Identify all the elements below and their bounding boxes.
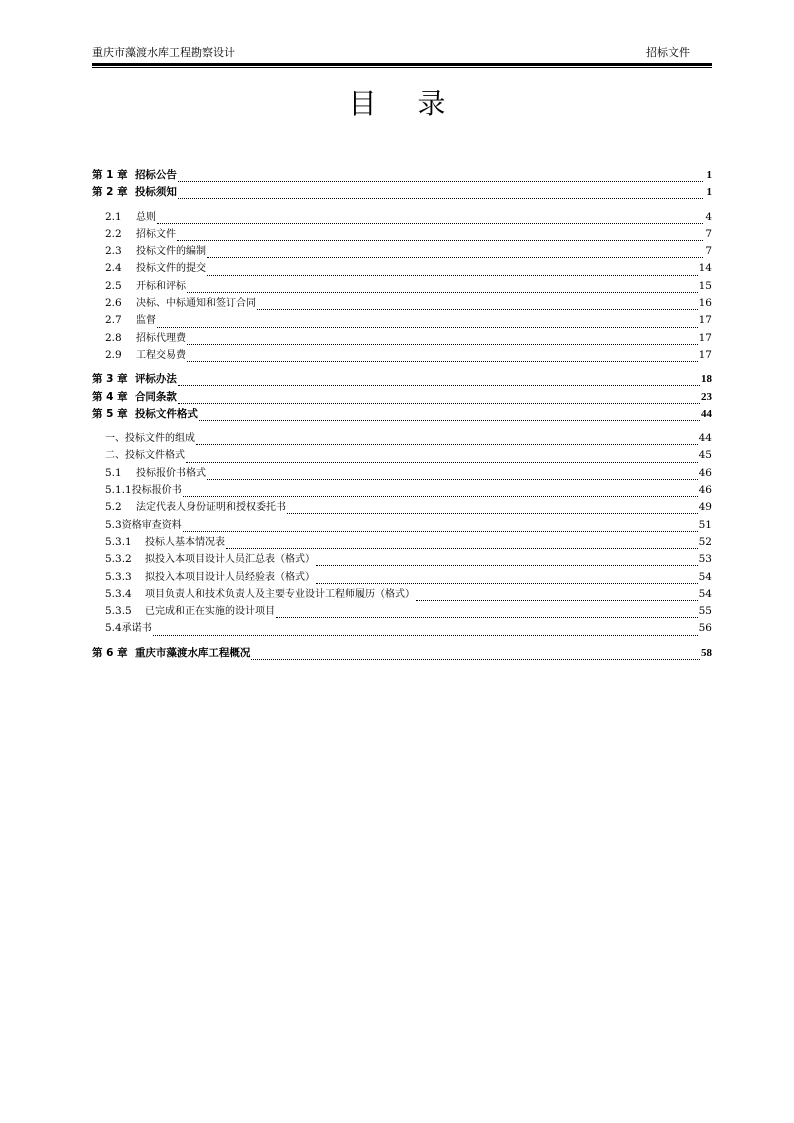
toc-entry[interactable] [92, 371, 712, 388]
toc-entry-number: 2.7 [105, 314, 122, 327]
toc-entry-label: 投标须知 [134, 186, 177, 199]
toc-entry-page: 53 [698, 553, 712, 566]
toc-entry[interactable] [92, 517, 712, 534]
toc-entry-number: 第 4 章 [92, 390, 135, 403]
toc-entry-number: 5.3.4 [105, 587, 132, 600]
toc-entry-number: 5.3 [105, 518, 122, 531]
toc-entry-number: 第 5 章 [92, 407, 135, 420]
toc-entry-label: 二、投标文件格式 [105, 450, 185, 462]
toc-entry-number: 第 1 章 [92, 169, 135, 181]
toc-dot-leader [178, 375, 700, 386]
toc-entry-page: 16 [698, 297, 712, 310]
toc-entry-number: 2.5 [105, 279, 122, 292]
toc-entry[interactable] [92, 620, 712, 637]
toc-entry[interactable] [92, 534, 712, 551]
toc-dot-leader [316, 573, 698, 584]
toc-entry-label: 资格审查资料 [121, 519, 182, 531]
page-title: 目 录 [348, 87, 462, 120]
toc-entry-number: 2.4 [105, 262, 122, 275]
toc-dot-leader [178, 188, 703, 199]
toc-dot-leader [187, 334, 698, 345]
toc-entry[interactable] [92, 569, 712, 586]
toc-entry[interactable] [92, 243, 712, 260]
toc-entry-number: 第 3 章 [92, 373, 135, 386]
toc-dot-leader [287, 503, 698, 514]
toc-entry-page: 58 [701, 646, 712, 659]
toc-dot-leader [157, 213, 703, 224]
page-header [92, 45, 712, 61]
toc-entry-number: 5.2 [105, 501, 122, 514]
toc-entry-label: 项目负责人和技术负责人及主要专业设计工程师履历（格式） [145, 588, 415, 600]
toc-entry-number: 5.3.3 [105, 570, 132, 583]
toc-entry[interactable] [92, 260, 712, 277]
toc-entry-page: 1 [706, 169, 712, 181]
toc-entry-page: 18 [701, 373, 712, 386]
toc-dot-leader [183, 486, 698, 497]
header-rule-thin [92, 67, 712, 68]
toc-entry-label: 拟投入本项目设计人员汇总表（格式） [145, 554, 315, 566]
toc-entry[interactable] [92, 586, 712, 603]
toc-entry[interactable] [92, 347, 712, 364]
toc-entry[interactable] [92, 499, 712, 516]
toc-dot-leader [276, 607, 698, 618]
toc-entry-number: 5.1 [105, 466, 122, 479]
toc-entry-number: 2.2 [105, 227, 122, 240]
toc-dot-leader [187, 282, 698, 293]
toc-entry-page: 17 [698, 331, 712, 344]
toc-entry-number: 2.6 [105, 297, 122, 310]
toc-entry-page: 17 [698, 314, 712, 327]
toc-entry-label: 投标文件格式 [134, 407, 198, 420]
toc-entry[interactable] [92, 447, 712, 464]
toc-dot-leader [416, 590, 698, 601]
toc-entry-page: 54 [698, 587, 712, 600]
toc-entry-number: 5.1.1 [105, 484, 132, 497]
toc-dot-leader [157, 317, 698, 328]
toc-dot-leader [186, 452, 698, 463]
table-of-contents [92, 167, 712, 662]
header-doc-type: 招标文件 [646, 46, 690, 59]
toc-entry-page: 52 [698, 535, 712, 548]
toc-entry-page: 14 [698, 262, 712, 275]
toc-dot-leader [178, 393, 700, 404]
toc-entry-page: 17 [698, 348, 712, 361]
toc-entry-label: 工程交易费 [136, 349, 186, 361]
toc-entry-page: 56 [698, 622, 712, 635]
toc-entry-label: 合同条款 [134, 390, 177, 403]
toc-entry-label: 投标报价书 [131, 485, 182, 497]
toc-entry-label: 招标文件 [136, 228, 176, 240]
toc-entry[interactable] [92, 209, 712, 226]
toc-entry-page: 1 [706, 186, 712, 199]
toc-entry-label: 开标和评标 [136, 280, 186, 292]
toc-entry[interactable] [92, 430, 712, 447]
toc-entry-label: 投标文件的编制 [136, 246, 206, 258]
toc-entry-label: 评标办法 [134, 373, 177, 386]
toc-entry-page: 7 [705, 245, 712, 258]
toc-entry[interactable] [92, 278, 712, 295]
toc-entry-page: 55 [698, 605, 712, 618]
toc-dot-leader [183, 521, 698, 532]
toc-dot-leader [251, 649, 700, 660]
header-project-name: 重庆市藻渡水库工程勘察设计 [92, 46, 235, 59]
header-rule-thick [92, 63, 712, 66]
toc-entry[interactable] [92, 226, 712, 243]
toc-entry-label: 决标、中标通知和签订合同 [136, 298, 256, 310]
toc-dot-leader [178, 171, 703, 182]
toc-entry-page: 49 [698, 501, 712, 514]
toc-entry[interactable] [92, 406, 712, 423]
toc-dot-leader [153, 625, 698, 636]
toc-entry-label: 拟投入本项目设计人员经验表（格式） [145, 571, 315, 583]
toc-dot-leader [199, 410, 700, 421]
toc-entry[interactable] [92, 465, 712, 482]
toc-entry[interactable] [92, 482, 712, 499]
toc-entry-label: 招标代理费 [136, 332, 186, 344]
toc-entry-page: 7 [705, 227, 712, 240]
toc-entry-number: 2.1 [105, 210, 122, 223]
toc-dot-leader [196, 434, 698, 445]
toc-entry-label: 承诺书 [121, 623, 152, 635]
toc-entry-number: 第 6 章 [92, 646, 135, 659]
toc-entry[interactable] [92, 312, 712, 329]
toc-entry-number: 2.8 [105, 331, 122, 344]
toc-entry-page: 44 [698, 432, 712, 445]
toc-entry[interactable] [92, 603, 712, 620]
toc-entry-page: 4 [705, 210, 712, 223]
toc-entry-page: 46 [698, 484, 712, 497]
toc-entry-page: 51 [698, 518, 712, 531]
toc-entry-number: 2.3 [105, 245, 122, 258]
toc-entry-label: 招标公告 [134, 169, 177, 181]
toc-entry-label: 法定代表人身份证明和授权委托书 [136, 502, 286, 514]
toc-entry-page: 46 [698, 466, 712, 479]
toc-entry-number: 5.3.2 [105, 553, 132, 566]
toc-entry-label: 投标文件的提交 [136, 263, 206, 275]
toc-entry[interactable] [92, 167, 712, 184]
toc-entry-number: 5.3.1 [105, 535, 132, 548]
toc-entry-page: 45 [698, 449, 712, 462]
toc-entry[interactable] [92, 645, 712, 662]
toc-entry-number: 5.4 [105, 622, 122, 635]
toc-entry-page: 54 [698, 570, 712, 583]
toc-entry-number: 第 2 章 [92, 186, 135, 199]
toc-dot-leader [226, 538, 698, 549]
toc-entry[interactable] [92, 184, 712, 201]
toc-dot-leader [257, 299, 698, 310]
toc-entry-label: 一、投标文件的组成 [105, 433, 195, 445]
toc-entry-number: 5.3.5 [105, 605, 132, 618]
toc-entry-page: 15 [698, 279, 712, 292]
toc-entry-page: 44 [701, 407, 712, 420]
toc-entry-label: 重庆市藻渡水库工程概况 [134, 646, 251, 659]
toc-dot-leader [177, 230, 703, 241]
toc-entry-number: 2.9 [105, 348, 122, 361]
toc-entry[interactable] [92, 389, 712, 406]
toc-entry-label: 总则 [136, 211, 156, 223]
toc-entry-label: 已完成和正在实施的设计项目 [145, 606, 275, 618]
toc-entry-label: 投标报价书格式 [136, 467, 206, 479]
toc-dot-leader [207, 469, 698, 480]
toc-entry[interactable] [92, 330, 712, 347]
toc-entry-page: 23 [701, 390, 712, 403]
toc-entry-label: 投标人基本情况表 [145, 536, 225, 548]
toc-entry[interactable] [92, 295, 712, 312]
toc-entry-label: 监督 [136, 315, 156, 327]
toc-dot-leader [207, 265, 698, 276]
toc-dot-leader [316, 555, 698, 566]
toc-entry[interactable] [92, 551, 712, 568]
toc-dot-leader [187, 351, 698, 362]
toc-dot-leader [207, 247, 703, 258]
